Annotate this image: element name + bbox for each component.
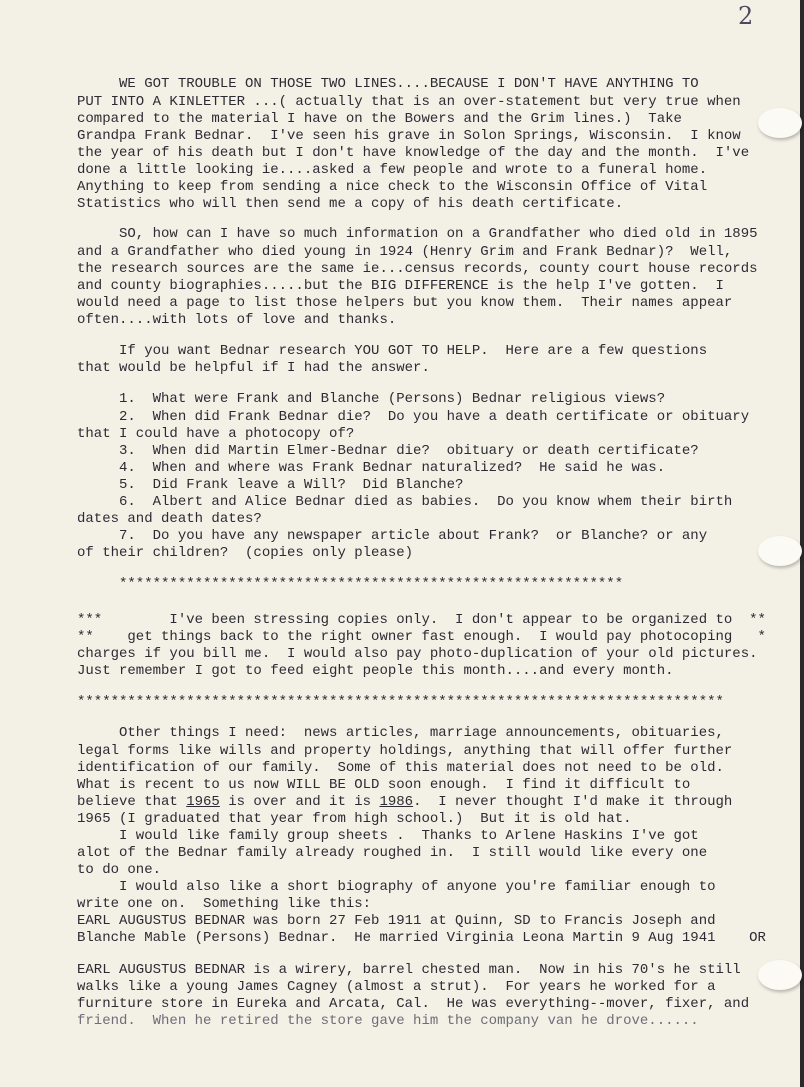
asterisk-divider: ************************************************************ [77, 576, 624, 592]
text-line: the year of his death but I don't have knowledge of the day and the month. I've [77, 145, 750, 161]
text-line [77, 794, 732, 810]
question-line: 2. When did Frank Bednar die? Do you have a death certificate or obituary [77, 409, 750, 425]
text-line: What is recent to us now WILL BE OLD soon enough. I find it difficult to [77, 777, 691, 793]
text-line: to do one. [77, 862, 162, 878]
text-line: identification of our family. Some of this material does not need to be old. [77, 760, 724, 776]
text-line: Anything to keep from sending a nice check to the Wisconsin Office of Vital [77, 179, 708, 195]
text-line: done a little looking ie....asked a few people and wrote to a funeral home. [77, 162, 708, 178]
boxed-note-line: charges if you bill me. I would also pay photo-duplication of your old pictures. [77, 646, 758, 662]
text-line: write one on. Something like this: [77, 896, 372, 912]
text-line: friend. When he retired the store gave him the company van he drove...... [77, 1013, 699, 1029]
text-line: WE GOT TROUBLE ON THOSE TWO LINES....BECAUSE I DON'T HAVE ANYTHING TO [77, 76, 699, 92]
text-segment: believe that [77, 794, 187, 810]
text-line: EARL AUGUSTUS BEDNAR is a wirery, barrel chested man. Now in his 70's he still [77, 962, 741, 978]
text-line: furniture store in Eureka and Arcata, Cal. He was everything--mover, fixer, and [77, 996, 750, 1012]
text-line: Other things I need: news articles, marriage announcements, obituaries, [77, 725, 724, 741]
text-line: alot of the Bednar family already roughed in. I still would like every one [77, 845, 708, 861]
text-line: I would like family group sheets . Thanks to Arlene Haskins I've got [77, 828, 699, 844]
underlined-year: 1986 [379, 794, 414, 810]
text-line: SO, how can I have so much information on a Grandfather who died old in 1895 [77, 226, 758, 242]
asterisk-divider: ***************************************************************************** [77, 694, 724, 710]
question-line: 1. What were Frank and Blanche (Persons) Bednar religious views? [77, 391, 666, 407]
text-line: often....with lots of love and thanks. [77, 312, 397, 328]
text-segment: is over and it is [219, 794, 380, 810]
question-line: 7. Do you have any newspaper article about Frank? or Blanche? or any [77, 528, 708, 544]
text-line: that would be helpful if I had the answer. [77, 360, 430, 376]
question-line: 5. Did Frank leave a Will? Did Blanche? [77, 477, 464, 493]
boxed-note-line: Just remember I got to feed eight people this month....and every month. [77, 663, 674, 679]
text-line: would need a page to list those helpers but you know them. Their names appear [77, 295, 733, 311]
page-edge-shadow [800, 0, 804, 1087]
text-line: 1965 (I graduated that year from high school.) But it is old hat. [77, 811, 632, 827]
text-line: I would also like a short biography of anyone you're familiar enough to [77, 879, 716, 895]
boxed-note-line: ** get things back to the right owner fast enough. I would pay photocoping * [77, 629, 766, 645]
page-number: 2 [738, 2, 754, 30]
text-line: legal forms like wills and property holdings, anything that will offer further [77, 743, 733, 759]
text-line: Blanche Mable (Persons) Bednar. He married Virginia Leona Martin 9 Aug 1941 OR [77, 930, 766, 946]
underlined-year: 1965 [186, 794, 220, 810]
question-line: 3. When did Martin Elmer-Bednar die? obituary or death certificate? [77, 443, 699, 459]
text-line: the research sources are the same ie...census records, county court house records [77, 261, 758, 277]
text-segment: . I never thought I'd make it through [413, 794, 733, 810]
punch-hole [758, 960, 802, 990]
question-line: 4. When and where was Frank Bednar naturalized? He said he was. [77, 460, 666, 476]
text-line: compared to the material I have on the Bowers and the Grim lines.) Take [77, 111, 682, 127]
question-line: dates and death dates? [77, 511, 262, 527]
text-line: Grandpa Frank Bednar. I've seen his grave in Solon Springs, Wisconsin. I know [77, 128, 741, 144]
punch-hole [758, 536, 802, 566]
text-line: If you want Bednar research YOU GOT TO HELP. Here are a few questions [77, 343, 708, 359]
text-line: EARL AUGUSTUS BEDNAR was born 27 Feb 1911 at Quinn, SD to Francis Joseph and [77, 913, 716, 929]
question-line: 6. Albert and Alice Bednar died as babies. Do you know whem their birth [77, 494, 733, 510]
text-line: and county biographies.....but the BIG DIFFERENCE is the help I've gotten. I [77, 278, 724, 294]
text-line: walks like a young James Cagney (almost a strut). For years he worked for a [77, 979, 716, 995]
text-line: Statistics who will then send me a copy of his death certificate. [77, 196, 624, 212]
punch-hole [758, 108, 802, 138]
text-line: and a Grandfather who died young in 1924 (Henry Grim and Frank Bednar)? Well, [77, 244, 733, 260]
question-line: that I could have a photocopy of? [77, 426, 355, 442]
question-line: of their children? (copies only please) [77, 545, 414, 561]
boxed-note-line: *** I've been stressing copies only. I don't appear to be organized to ** [77, 612, 766, 628]
text-line: PUT INTO A KINLETTER ...( actually that is an over-statement but very true when [77, 94, 741, 110]
